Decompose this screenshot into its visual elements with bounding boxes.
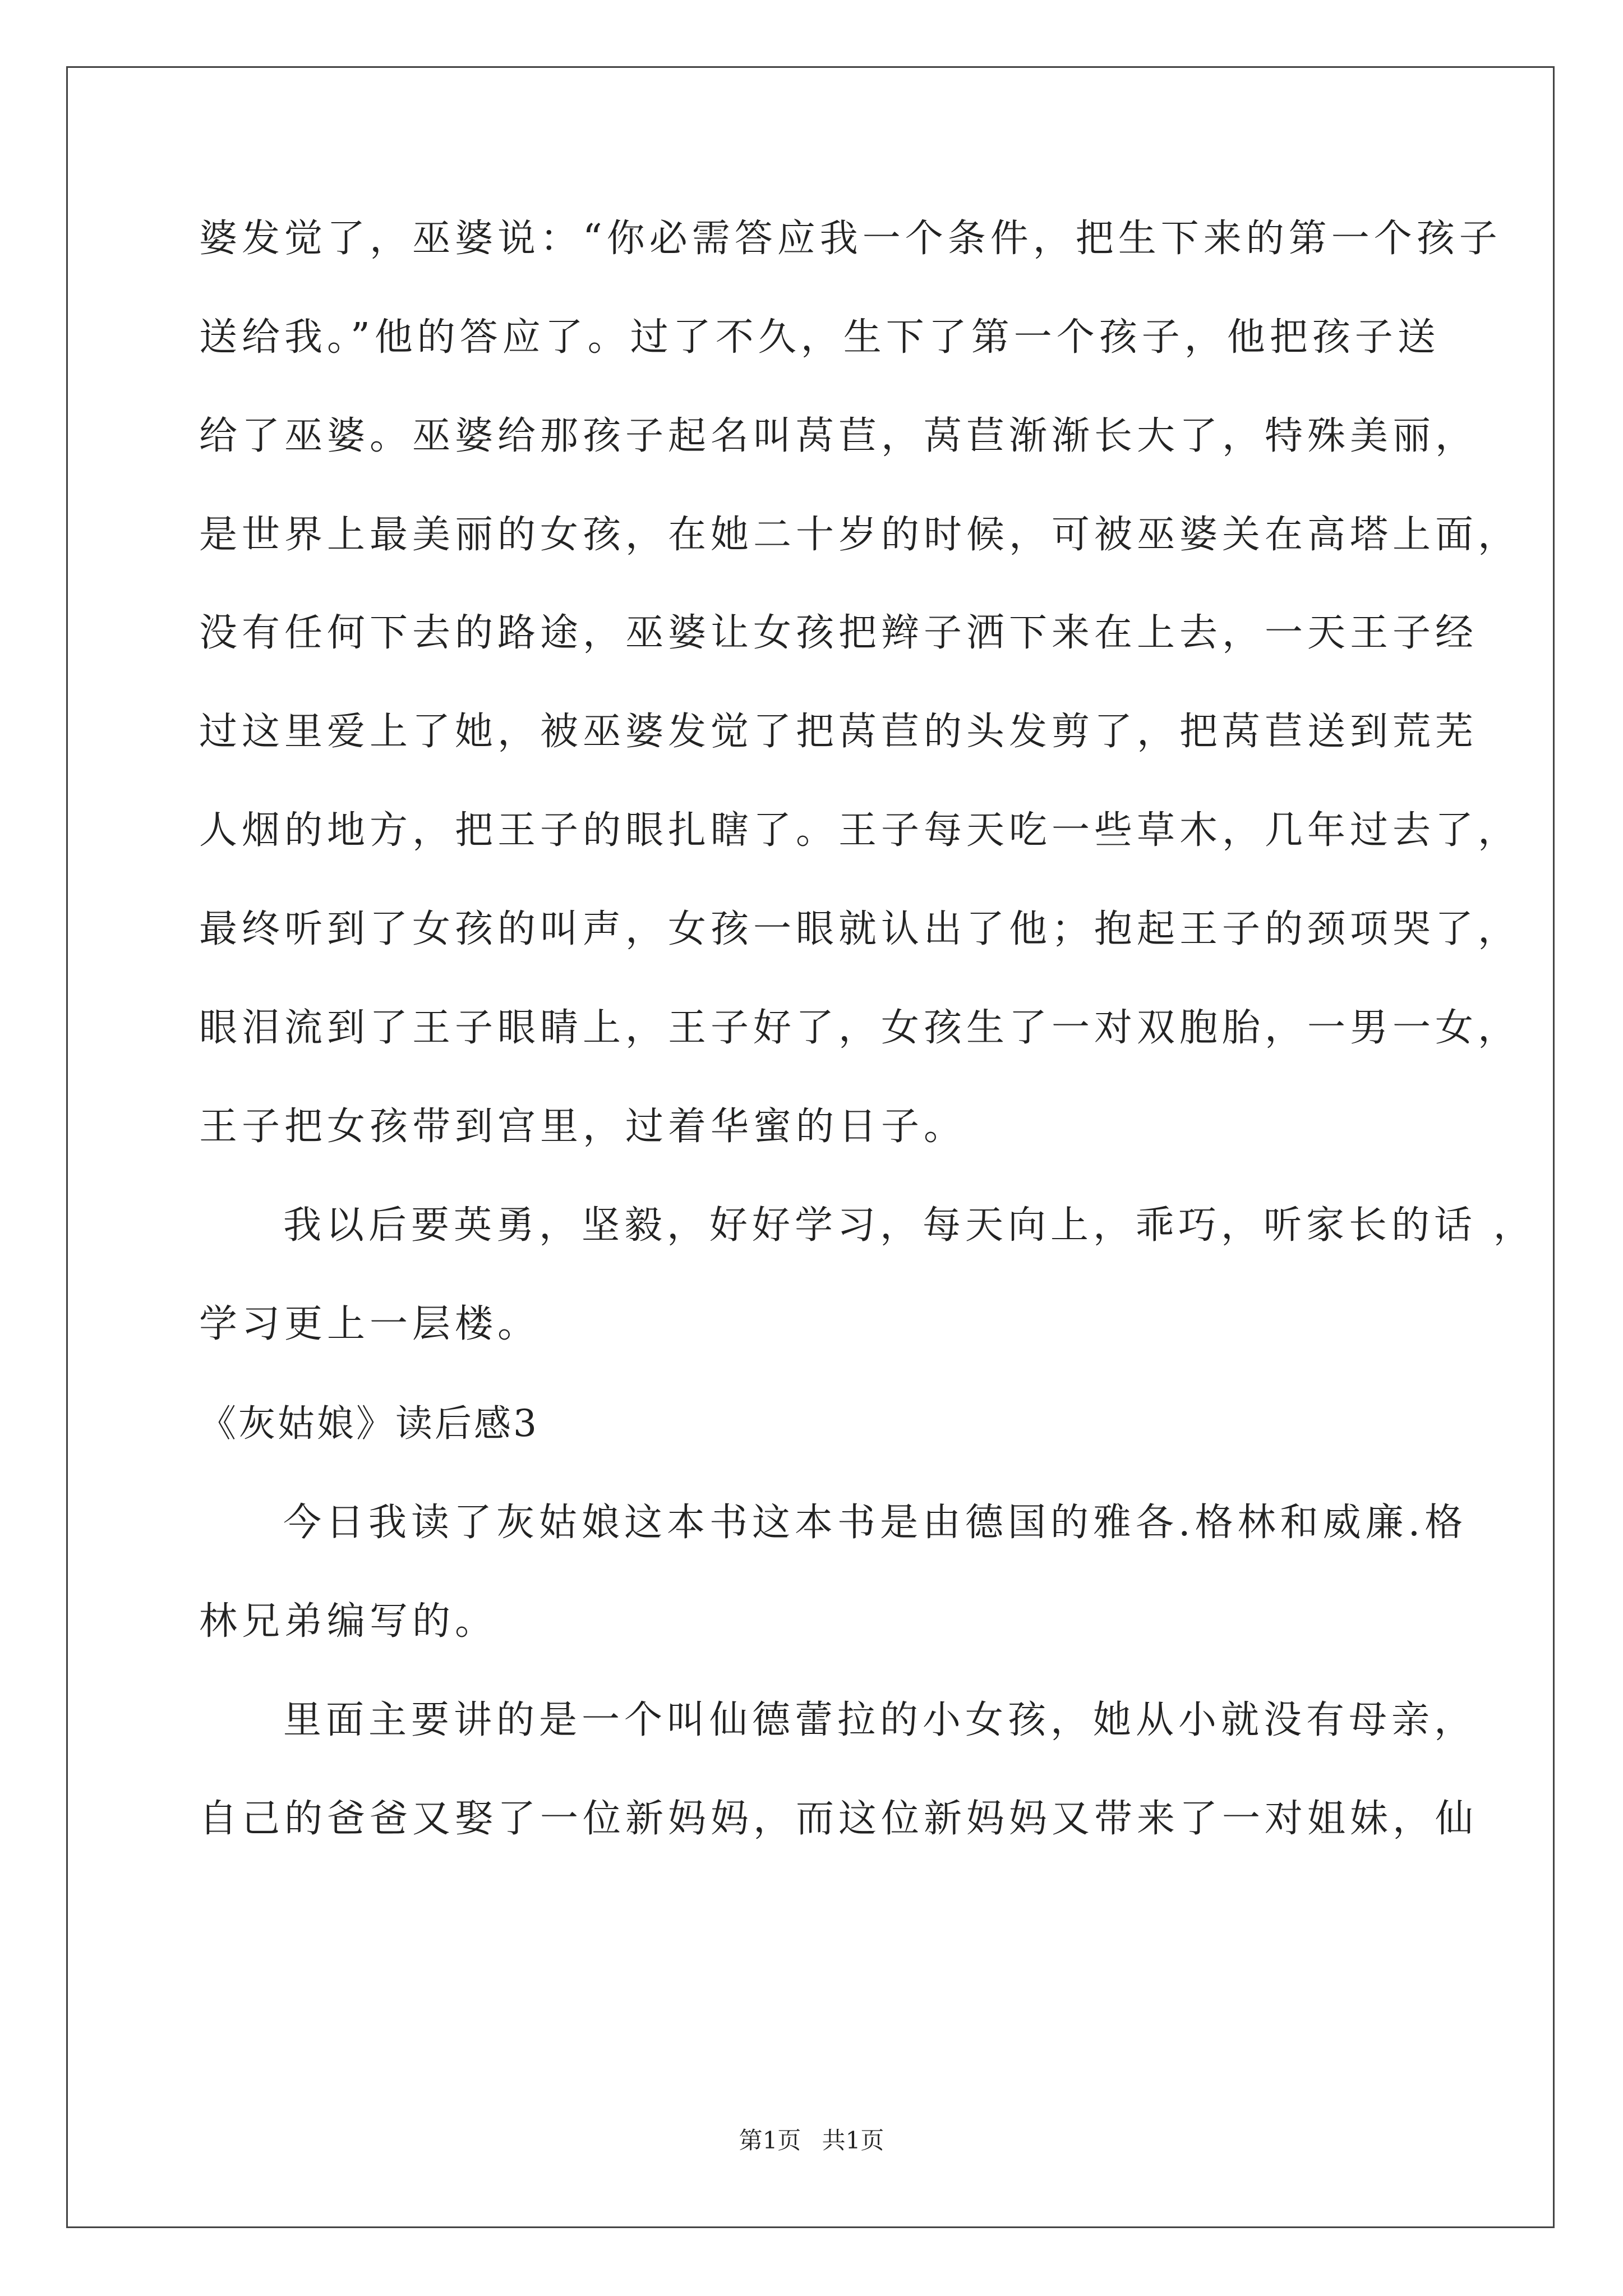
text-line: 王子把女孩带到宫里，过着华蜜的日子。 (199, 1105, 967, 1149)
text-line: 学习更上一层楼。 (199, 1302, 541, 1346)
text-line: 林兄弟编写的。 (199, 1599, 498, 1644)
paragraph-start-line: 里面主要讲的是一个叫仙德蕾拉的小女孩，她从小就没有母亲， (283, 1698, 1477, 1742)
text-line: 送给我。”他的答应了。过了不久，生下了第一个孩子，他把孩子送 (199, 315, 1440, 360)
text-line: 给了巫婆。巫婆给那孩子起名叫莴苣，莴苣渐渐长大了，特殊美丽， (199, 414, 1478, 458)
page-total: 共1页 (822, 2127, 884, 2154)
text-line: 自己的爸爸又娶了一位新妈妈，而这位新妈妈又带来了一对姐妹，仙 (199, 1797, 1478, 1841)
section-heading: 《灰姑娘》读后感3 (199, 1402, 539, 1445)
text-line: 最终听到了女孩的叫声，女孩一眼就认出了他；抱起王子的颈项哭了， (199, 907, 1521, 951)
text-line: 没有任何下去的路途，巫婆让女孩把辫子洒下来在上去，一天王子经 (199, 611, 1478, 655)
text-line: 人烟的地方，把王子的眼扎瞎了。王子每天吃一些草木，几年过去了， (199, 808, 1521, 853)
page-footer (0, 2122, 1623, 2156)
paragraph-start-line: 我以后要英勇，坚毅，好好学习，每天向上，乖巧，听家长的话 ， (283, 1203, 1536, 1248)
paragraph-start-line: 今日我读了灰姑娘这本书这本书是由德国的雅各.格林和威廉.格 (283, 1501, 1468, 1545)
page-number: 第1页 (739, 2127, 801, 2154)
text-line: 婆发觉了，巫婆说：“你必需答应我一个条件，把生下来的第一个孩子 (199, 217, 1502, 261)
text-line: 过这里爱上了她，被巫婆发觉了把莴苣的头发剪了，把莴苣送到荒芜 (199, 710, 1478, 754)
text-line: 眼泪流到了王子眼睛上，王子好了，女孩生了一对双胞胎，一男一女， (199, 1006, 1521, 1050)
text-line: 是世界上最美丽的女孩，在她二十岁的时候，可被巫婆关在高塔上面， (199, 513, 1521, 557)
